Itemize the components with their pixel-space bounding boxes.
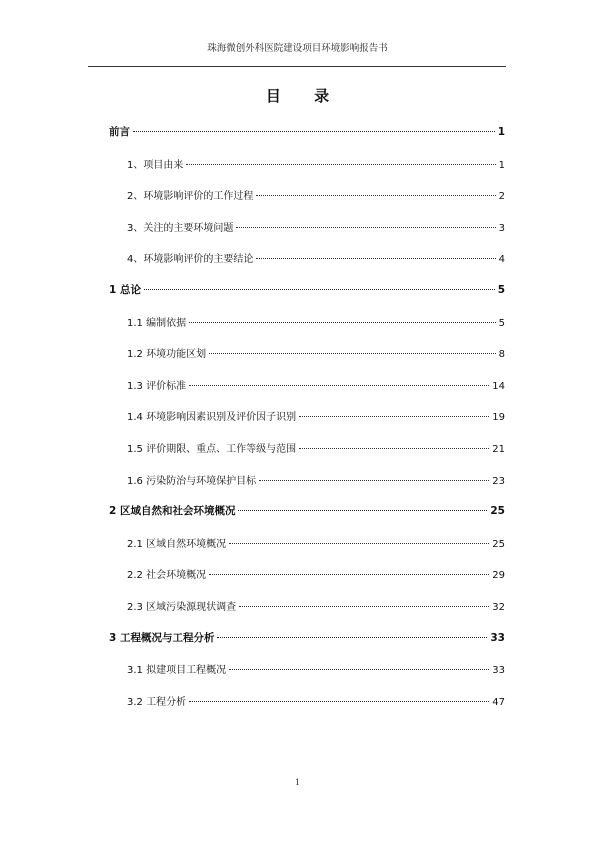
dot-leader (299, 448, 489, 449)
header-divider (88, 66, 506, 67)
toc-entry-label: 1.6 污染防治与环境保护目标 (127, 475, 257, 487)
dot-leader (259, 480, 489, 481)
dot-leader (299, 416, 489, 417)
toc-entry-label: 1 总论 (109, 284, 141, 296)
toc-entry-page-number: 33 (492, 665, 505, 677)
dot-leader (229, 669, 489, 670)
toc-entry-label: 2 区域自然和社会环境概况 (109, 505, 236, 518)
dot-leader (189, 322, 496, 323)
toc-entry-label: 2.3 区域污染源现状调查 (127, 602, 237, 613)
toc-section-entry[interactable] (127, 693, 505, 708)
toc-entry-page-number: 2 (498, 191, 505, 203)
toc-section-entry[interactable] (127, 472, 505, 487)
toc-chapter-entry[interactable] (109, 503, 505, 518)
toc-section-entry[interactable] (127, 566, 505, 581)
toc-entry-page-number: 5 (498, 317, 505, 329)
toc-entry-label: 1.5 评价期限、重点、工作等级与范围 (127, 444, 297, 455)
toc-entry-page-number: 8 (498, 349, 505, 361)
toc-section-entry[interactable] (127, 187, 505, 202)
toc-entry-label: 4、环境影响评价的主要结论 (127, 254, 254, 266)
toc-section-entry[interactable] (127, 314, 505, 329)
toc-entry-page-number: 47 (492, 696, 505, 708)
toc-section-entry[interactable] (127, 345, 505, 360)
toc-entry-page-number: 29 (492, 570, 505, 582)
toc-entry-page-number: 5 (497, 284, 505, 296)
toc-entry-page-number: 25 (492, 538, 505, 550)
dot-leader (209, 353, 496, 354)
toc-section-entry[interactable] (127, 250, 505, 265)
toc-section-entry[interactable] (127, 408, 505, 423)
dot-leader (229, 543, 489, 544)
toc-entry-label: 1.4 环境影响因素识别及评价因子识别 (127, 412, 297, 424)
dot-leader (256, 258, 495, 259)
toc-section-entry[interactable] (127, 598, 505, 613)
toc-entry-page-number: 1 (497, 126, 505, 138)
toc-entry-label: 3.2 工程分析 (127, 696, 187, 708)
toc-entry-label: 2、环境影响评价的工作过程 (127, 191, 254, 203)
dot-leader (239, 606, 489, 607)
toc-section-entry[interactable] (127, 377, 505, 392)
dot-leader (236, 227, 495, 228)
toc-entry-label: 1、项目由来 (127, 159, 184, 171)
toc-section-entry[interactable] (127, 661, 505, 676)
running-header: 珠海微创外科医院建设项目环境影响报告书 (207, 43, 388, 54)
toc-chapter-entry[interactable] (109, 282, 505, 297)
toc-entry-page-number: 23 (492, 475, 505, 487)
toc-entry-label: 3.1 拟建项目工程概况 (127, 665, 227, 677)
toc-entry-label: 2.2 社会环境概况 (127, 570, 207, 582)
dot-leader (189, 701, 489, 702)
dot-leader (133, 131, 495, 132)
toc-entry-label: 前言 (109, 126, 130, 138)
toc-entry-label: 1.3 评价标准 (127, 380, 187, 392)
dot-leader (256, 195, 495, 196)
toc-entry-page-number: 1 (498, 159, 505, 171)
toc-entry-label: 3、关注的主要环境问题 (127, 222, 234, 234)
toc-entry-page-number: 4 (498, 254, 505, 266)
toc-section-entry[interactable] (127, 535, 505, 550)
toc-entry-label: 1.1 编制依据 (127, 317, 187, 329)
toc-entry-page-number: 14 (492, 380, 505, 392)
dot-leader (144, 289, 495, 290)
dot-leader (186, 164, 495, 165)
page-title: 目 录 (265, 87, 344, 105)
dot-leader (209, 574, 489, 575)
dot-leader (217, 637, 487, 638)
dot-leader (189, 385, 489, 386)
toc-section-entry[interactable] (127, 440, 505, 455)
toc-entry-page-number: 19 (492, 412, 505, 424)
toc-entry-label: 3 工程概况与工程分析 (109, 631, 215, 644)
toc-entry-page-number: 21 (492, 444, 505, 455)
toc-entry-label: 2.1 区域自然环境概况 (127, 538, 227, 550)
toc-entry-page-number: 32 (492, 602, 505, 613)
toc-section-entry[interactable] (127, 156, 505, 171)
toc-entry-page-number: 33 (490, 631, 505, 644)
toc-chapter-entry[interactable] (109, 630, 505, 645)
toc-chapter-entry[interactable] (109, 124, 505, 139)
toc-entry-page-number: 3 (498, 222, 505, 234)
dot-leader (238, 510, 487, 511)
toc-entry-page-number: 25 (490, 505, 505, 518)
toc-section-entry[interactable] (127, 219, 505, 234)
page-number: 1 (294, 778, 301, 787)
toc-entry-label: 1.2 环境功能区划 (127, 349, 207, 361)
